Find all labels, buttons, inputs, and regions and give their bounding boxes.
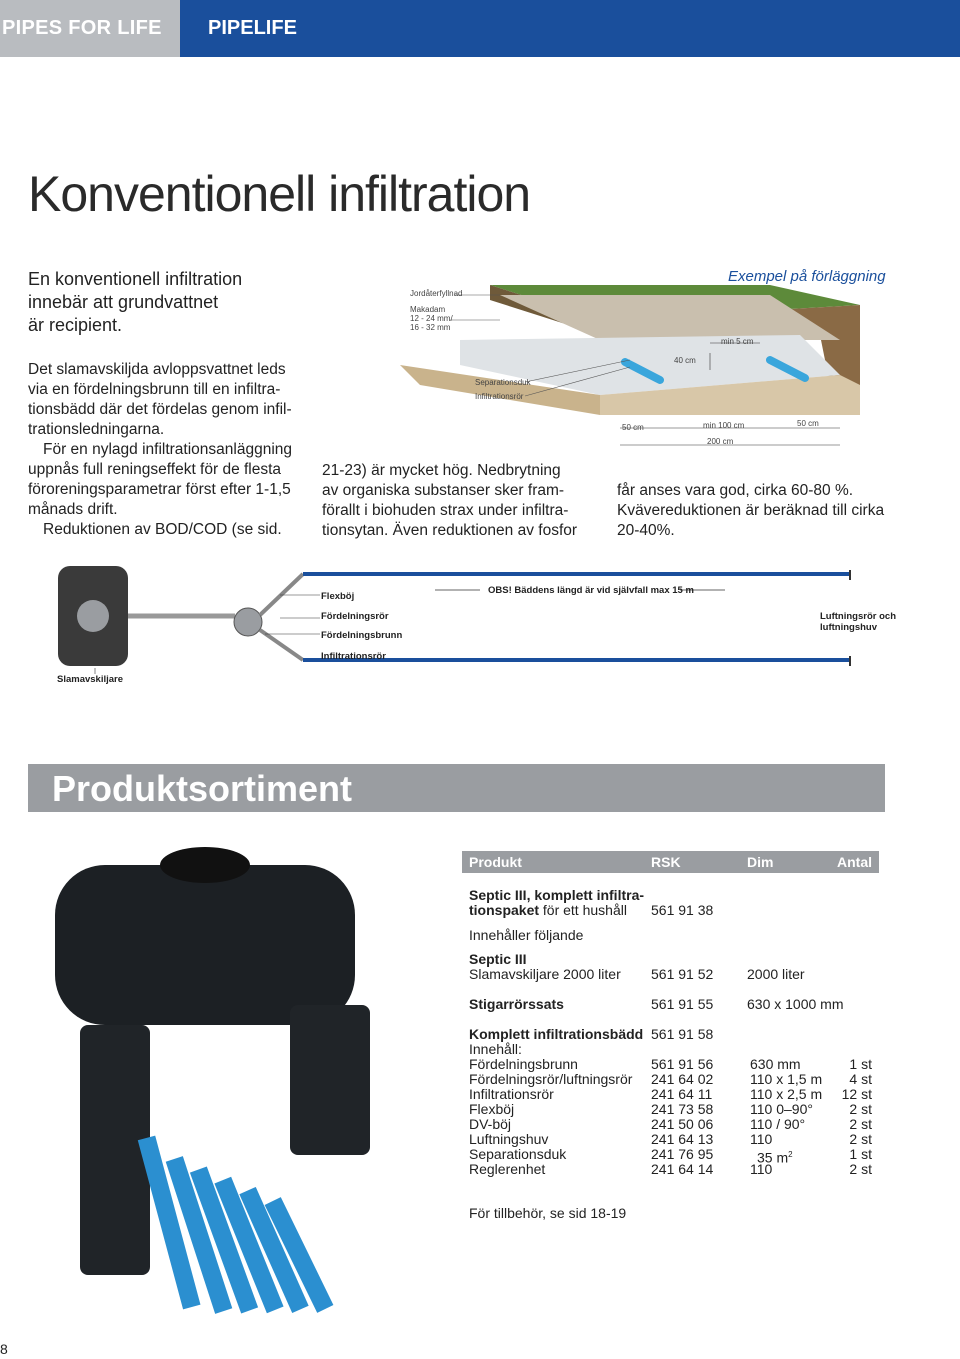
body-line: förallt i biohuden strax under infiltra- (322, 502, 569, 519)
dim-cell: 110 (750, 1161, 773, 1177)
col-antal: Antal (837, 854, 872, 870)
col-dim: Dim (747, 854, 774, 870)
table-row: Luftningshuv (469, 1131, 549, 1147)
dim-cell: 2000 liter (747, 966, 805, 982)
table-row: Innehåll: (469, 1041, 522, 1057)
body-column-2 (322, 461, 592, 541)
dim-cell: 110 x 2,5 m (750, 1086, 823, 1102)
label-line: 16 - 32 mm (410, 323, 451, 332)
table-footnote: För tillbehör, se sid 18-19 (469, 1205, 627, 1221)
header-right-label: PIPELIFE (208, 17, 297, 39)
table-row: Flexböj (469, 1101, 515, 1117)
table-row (469, 888, 644, 918)
dim-cell: 110 / 90° (750, 1116, 806, 1132)
body-column-3 (617, 481, 897, 541)
dim-cell: 110 x 1,5 m (750, 1071, 823, 1087)
product-name: Septic III (469, 951, 527, 967)
rsk-cell: 561 91 38 (651, 902, 714, 918)
body-line: föroreningsparametrar först efter 1-1,5 (28, 481, 291, 498)
antal-cell: 2 st (849, 1161, 872, 1177)
table-row: Infiltrationsrör (469, 1086, 554, 1102)
label-obs: OBS! Bäddens längd är vid självfall max 15 m (488, 585, 694, 596)
dim-cell: 110 0–90° (750, 1101, 813, 1117)
rsk-cell: 241 50 06 (651, 1116, 714, 1132)
col-produkt: Produkt (469, 854, 522, 870)
distribution-well (234, 608, 262, 636)
riser-pipe-photo (80, 1025, 150, 1275)
label-line: 12 - 24 mm/ (410, 314, 453, 323)
label-fordelningsror: Fördelningsrör (321, 611, 389, 622)
lead-line: innebär att grundvattnet (28, 292, 219, 312)
distribution-pipe (260, 630, 303, 660)
label-40cm: 40 cm (674, 356, 696, 365)
table-row: Fördelningsbrunn (469, 1056, 578, 1072)
table-row (469, 952, 621, 982)
antal-cell: 2 st (849, 1101, 872, 1117)
product-banner (28, 764, 885, 812)
body-line: månads drift. (28, 501, 118, 518)
body-line: via en fördelningsbrunn till en infiltra- (28, 381, 281, 398)
rsk-cell: 561 91 58 (651, 1026, 714, 1042)
product-name: tionspaket (469, 902, 540, 918)
label-separationsduk: Separationsduk (475, 378, 531, 387)
lead-paragraph (28, 268, 298, 337)
distribution-pipe (260, 574, 303, 615)
product-name: Septic III, komplett infiltra- (469, 887, 645, 903)
body-column-1 (28, 360, 298, 540)
diagram-caption: Exempel på förläggning (728, 268, 886, 285)
label-slamavskiljare: Slamavskiljare (57, 674, 124, 685)
septic-tank-hatch (77, 600, 109, 632)
table-row: Reglerenhet (469, 1161, 546, 1177)
body-line: För en nylagd infiltrationsanläggning (43, 441, 293, 458)
product-photo (50, 835, 450, 1335)
label-200cm: 200 cm (707, 437, 734, 446)
label-infiltrationsror: Infiltrationsrör (475, 392, 524, 401)
lead-line: är recipient. (28, 315, 123, 335)
body-line: av organiska substanser sker fram- (322, 482, 565, 499)
dim-cell: 630 mm (750, 1056, 801, 1072)
cross-section-illustration (300, 265, 900, 465)
body-line: 21-23) är mycket hög. Nedbrytning (322, 462, 561, 479)
table-row (469, 997, 564, 1012)
label-min5: min 5 cm (721, 337, 754, 346)
label-luftning (820, 611, 896, 633)
header-right-band (180, 0, 960, 57)
antal-cell: 4 st (849, 1071, 872, 1087)
body-line: Reduktionen av BOD/COD (se sid. (43, 521, 282, 538)
page-title: Konventionell infiltration (28, 166, 531, 222)
header-left-band (0, 0, 180, 57)
product-banner-title: Produktsortiment (52, 768, 353, 809)
rsk-cell: 561 91 55 (651, 996, 714, 1012)
rsk-cell: 241 76 95 (651, 1146, 714, 1162)
body-line: får anses vara god, cirka 60-80 %. (617, 482, 854, 499)
label-min100: min 100 cm (703, 421, 745, 430)
dim-sup: 2 (788, 1150, 793, 1159)
body-line: Kvävereduktionen är beräknad till cirka (617, 502, 885, 519)
body-line: trationsledningarna. (28, 421, 165, 438)
blue-pipes-photo (138, 1136, 334, 1314)
body-line: tionsbädd där det fördelas genom infil- (28, 401, 292, 418)
rsk-cell: 241 64 02 (651, 1071, 714, 1087)
antal-cell: 1 st (849, 1146, 872, 1162)
plan-diagram (40, 560, 920, 690)
table-row: Separationsduk (469, 1146, 567, 1162)
label-line: Luftningsrör och (820, 611, 896, 622)
antal-cell: 12 st (841, 1086, 872, 1102)
antal-cell: 2 st (849, 1131, 872, 1147)
table-row (469, 1027, 643, 1042)
page-number: 8 (0, 1341, 8, 1357)
label-makadam (410, 305, 453, 332)
body-line: tionsytan. Även reduktionen av fosfor (322, 522, 578, 539)
lead-line: En konventionell infiltration (28, 269, 243, 289)
product-desc: för ett hushåll (539, 902, 627, 918)
table-header (462, 851, 879, 873)
body-line: 20-40%. (617, 522, 675, 539)
label-infiltrationsror-plan: Infiltrationsrör (321, 651, 386, 662)
label-50cm-right: 50 cm (797, 419, 819, 428)
septic-tank-photo (55, 865, 355, 1025)
rsk-cell: 241 64 11 (651, 1086, 713, 1102)
rsk-cell: 561 91 52 (651, 966, 714, 982)
label-50cm-left: 50 cm (622, 423, 644, 432)
dim-cell: 110 (750, 1131, 773, 1147)
label-flexboj: Flexböj (321, 591, 355, 602)
antal-cell: 1 st (849, 1056, 872, 1072)
col-rsk: RSK (651, 854, 681, 870)
rsk-cell: 561 91 56 (651, 1056, 714, 1072)
tank-lid (160, 847, 250, 883)
rsk-cell: 241 73 58 (651, 1101, 714, 1117)
dim-cell: 630 x 1000 mm (747, 996, 844, 1012)
antal-cell: 2 st (849, 1116, 872, 1132)
rsk-cell: 241 64 13 (651, 1131, 714, 1147)
table-row: Fördelningsrör/luftningsrör (469, 1071, 633, 1087)
product-desc: Slamavskiljare 2000 liter (469, 966, 621, 982)
label-jordaterfyllnad: Jordåterfyllnad (410, 289, 463, 298)
table-row: Innehåller följande (469, 927, 584, 943)
product-name: Stigarrörssats (469, 996, 564, 1012)
dim-value: 35 m (757, 1149, 789, 1166)
product-name: Komplett infiltrationsbädd (469, 1026, 644, 1042)
label-line: luftningshuv (820, 622, 877, 633)
header-left-label: PIPES FOR LIFE (2, 17, 162, 39)
body-line: uppnås full reningseffekt för de flesta (28, 461, 282, 478)
riser-pipe-photo (290, 1005, 370, 1155)
label-fordelningsbrunn: Fördelningsbrunn (321, 630, 403, 641)
table-row: DV-böj (469, 1116, 512, 1132)
rsk-cell: 241 64 14 (651, 1161, 714, 1177)
label-line: Makadam (410, 305, 446, 314)
body-line: Det slamavskiljda avloppsvattnet leds (28, 361, 286, 378)
